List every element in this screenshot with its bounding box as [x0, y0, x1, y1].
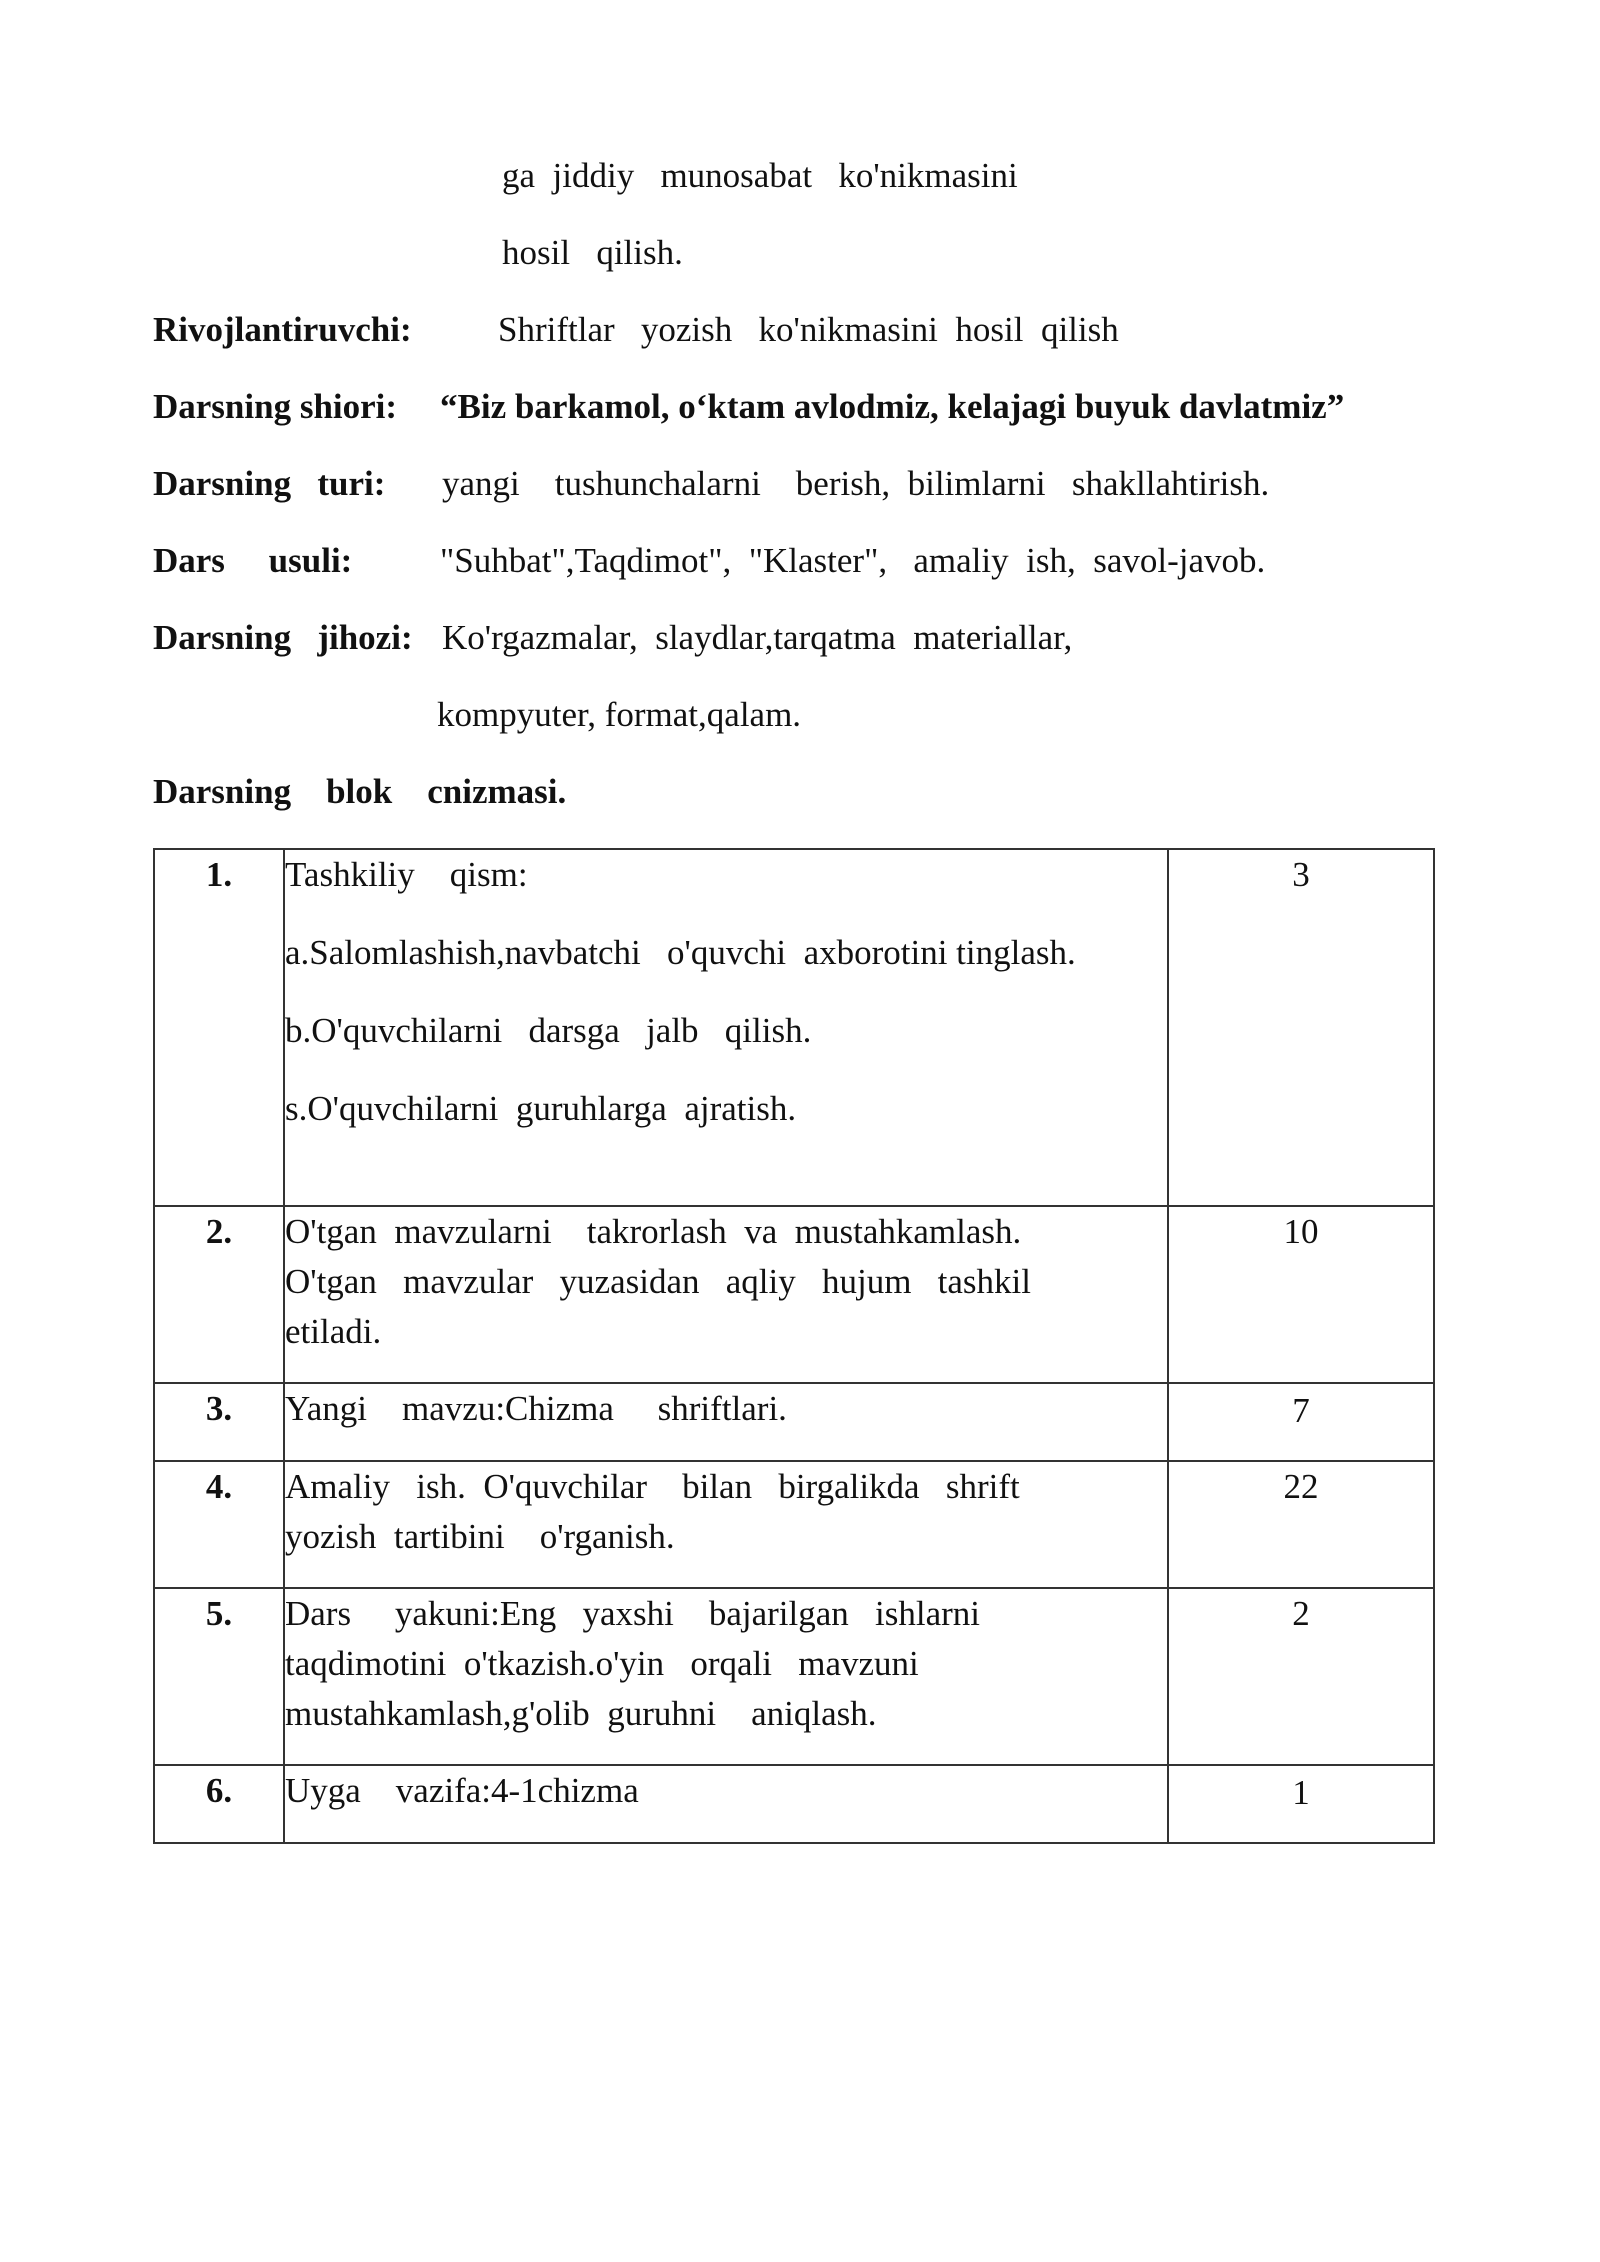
- goal-continuation-line-1: ga jiddiy munosabat ko'nikmasini: [502, 156, 1018, 195]
- equipment-value-line-2: kompyuter, format,qalam.: [437, 695, 802, 734]
- stage-minutes: 1: [1168, 1765, 1434, 1843]
- stage-subitem: b.O'quvchilarni darsga jalb qilish.: [285, 1011, 812, 1050]
- stage-description: [284, 849, 1168, 1206]
- method-label: Dars usuli:: [153, 541, 353, 580]
- motto-value: “Biz barkamol, o‘ktam avlodmiz, kelajagi buyuk davlatmiz”: [440, 387, 1345, 426]
- stage-title: Dars yakuni:Eng yaxshi bajarilgan ishlarni: [285, 1594, 980, 1633]
- table-row: [154, 1461, 1434, 1588]
- table-row: [154, 1383, 1434, 1461]
- stage-title: Yangi mavzu:Chizma shriftlari.: [285, 1389, 787, 1428]
- stage-title: Tashkiliy qism:: [285, 855, 528, 894]
- stage-text: etiladi.: [285, 1312, 382, 1351]
- stage-subitem: s.O'quvchilarni guruhlarga ajratish.: [285, 1089, 797, 1128]
- stage-description: [284, 1461, 1168, 1588]
- table-row: [154, 1206, 1434, 1383]
- stage-number: 5.: [154, 1588, 284, 1765]
- stage-description: [284, 1383, 1168, 1461]
- stage-number: 2.: [154, 1206, 284, 1383]
- stage-minutes: 2: [1168, 1588, 1434, 1765]
- stage-number: 4.: [154, 1461, 284, 1588]
- stage-minutes: 3: [1168, 849, 1434, 1206]
- stage-number: 1.: [154, 849, 284, 1206]
- stage-description: [284, 1588, 1168, 1765]
- stage-title: Amaliy ish. O'quvchilar bilan birgalikda shrift: [285, 1467, 1020, 1506]
- lesson-type-label: Darsning turi:: [153, 464, 386, 503]
- lesson-type-value: yangi tushunchalarni berish, bilimlarni shakllahtirish.: [442, 464, 1270, 503]
- equipment-value: Ko'rgazmalar, slaydlar,tarqatma materiallar,: [442, 618, 1073, 657]
- stage-description: [284, 1765, 1168, 1843]
- stage-number: 3.: [154, 1383, 284, 1461]
- developing-value: Shriftlar yozish ko'nikmasini hosil qilish: [498, 310, 1119, 349]
- equipment-label: Darsning jihozi:: [153, 618, 413, 657]
- stage-text: O'tgan mavzular yuzasidan aqliy hujum tashkil: [285, 1262, 1032, 1301]
- stage-minutes: 10: [1168, 1206, 1434, 1383]
- motto-label: Darsning shiori:: [153, 387, 398, 426]
- stage-subitem: a.Salomlashish,navbatchi o'quvchi axborotini tinglash.: [285, 933, 1076, 972]
- stage-number: 6.: [154, 1765, 284, 1843]
- stage-title: O'tgan mavzularni takrorlash va mustahkamlash.: [285, 1212, 1022, 1251]
- goal-continuation-line-2: hosil qilish.: [502, 233, 683, 272]
- block-scheme-heading: Darsning blok cnizmasi.: [153, 772, 567, 811]
- table-row: [154, 1588, 1434, 1765]
- stage-minutes: 7: [1168, 1383, 1434, 1461]
- table-row: [154, 1765, 1434, 1843]
- stage-title: Uyga vazifa:4-1chizma: [285, 1771, 639, 1810]
- table-row: [154, 849, 1434, 1206]
- lesson-plan-table: [153, 848, 1435, 1844]
- stage-description: [284, 1206, 1168, 1383]
- stage-text: taqdimotini o'tkazish.o'yin orqali mavzuni: [285, 1644, 919, 1683]
- method-value: "Suhbat",Taqdimot", "Klaster", amaliy ish, savol-javob.: [440, 541, 1266, 580]
- stage-minutes: 22: [1168, 1461, 1434, 1588]
- stage-text: mustahkamlash,g'olib guruhni aniqlash.: [285, 1694, 877, 1733]
- stage-text: yozish tartibini o'rganish.: [285, 1517, 675, 1556]
- developing-label: Rivojlantiruvchi:: [153, 310, 412, 349]
